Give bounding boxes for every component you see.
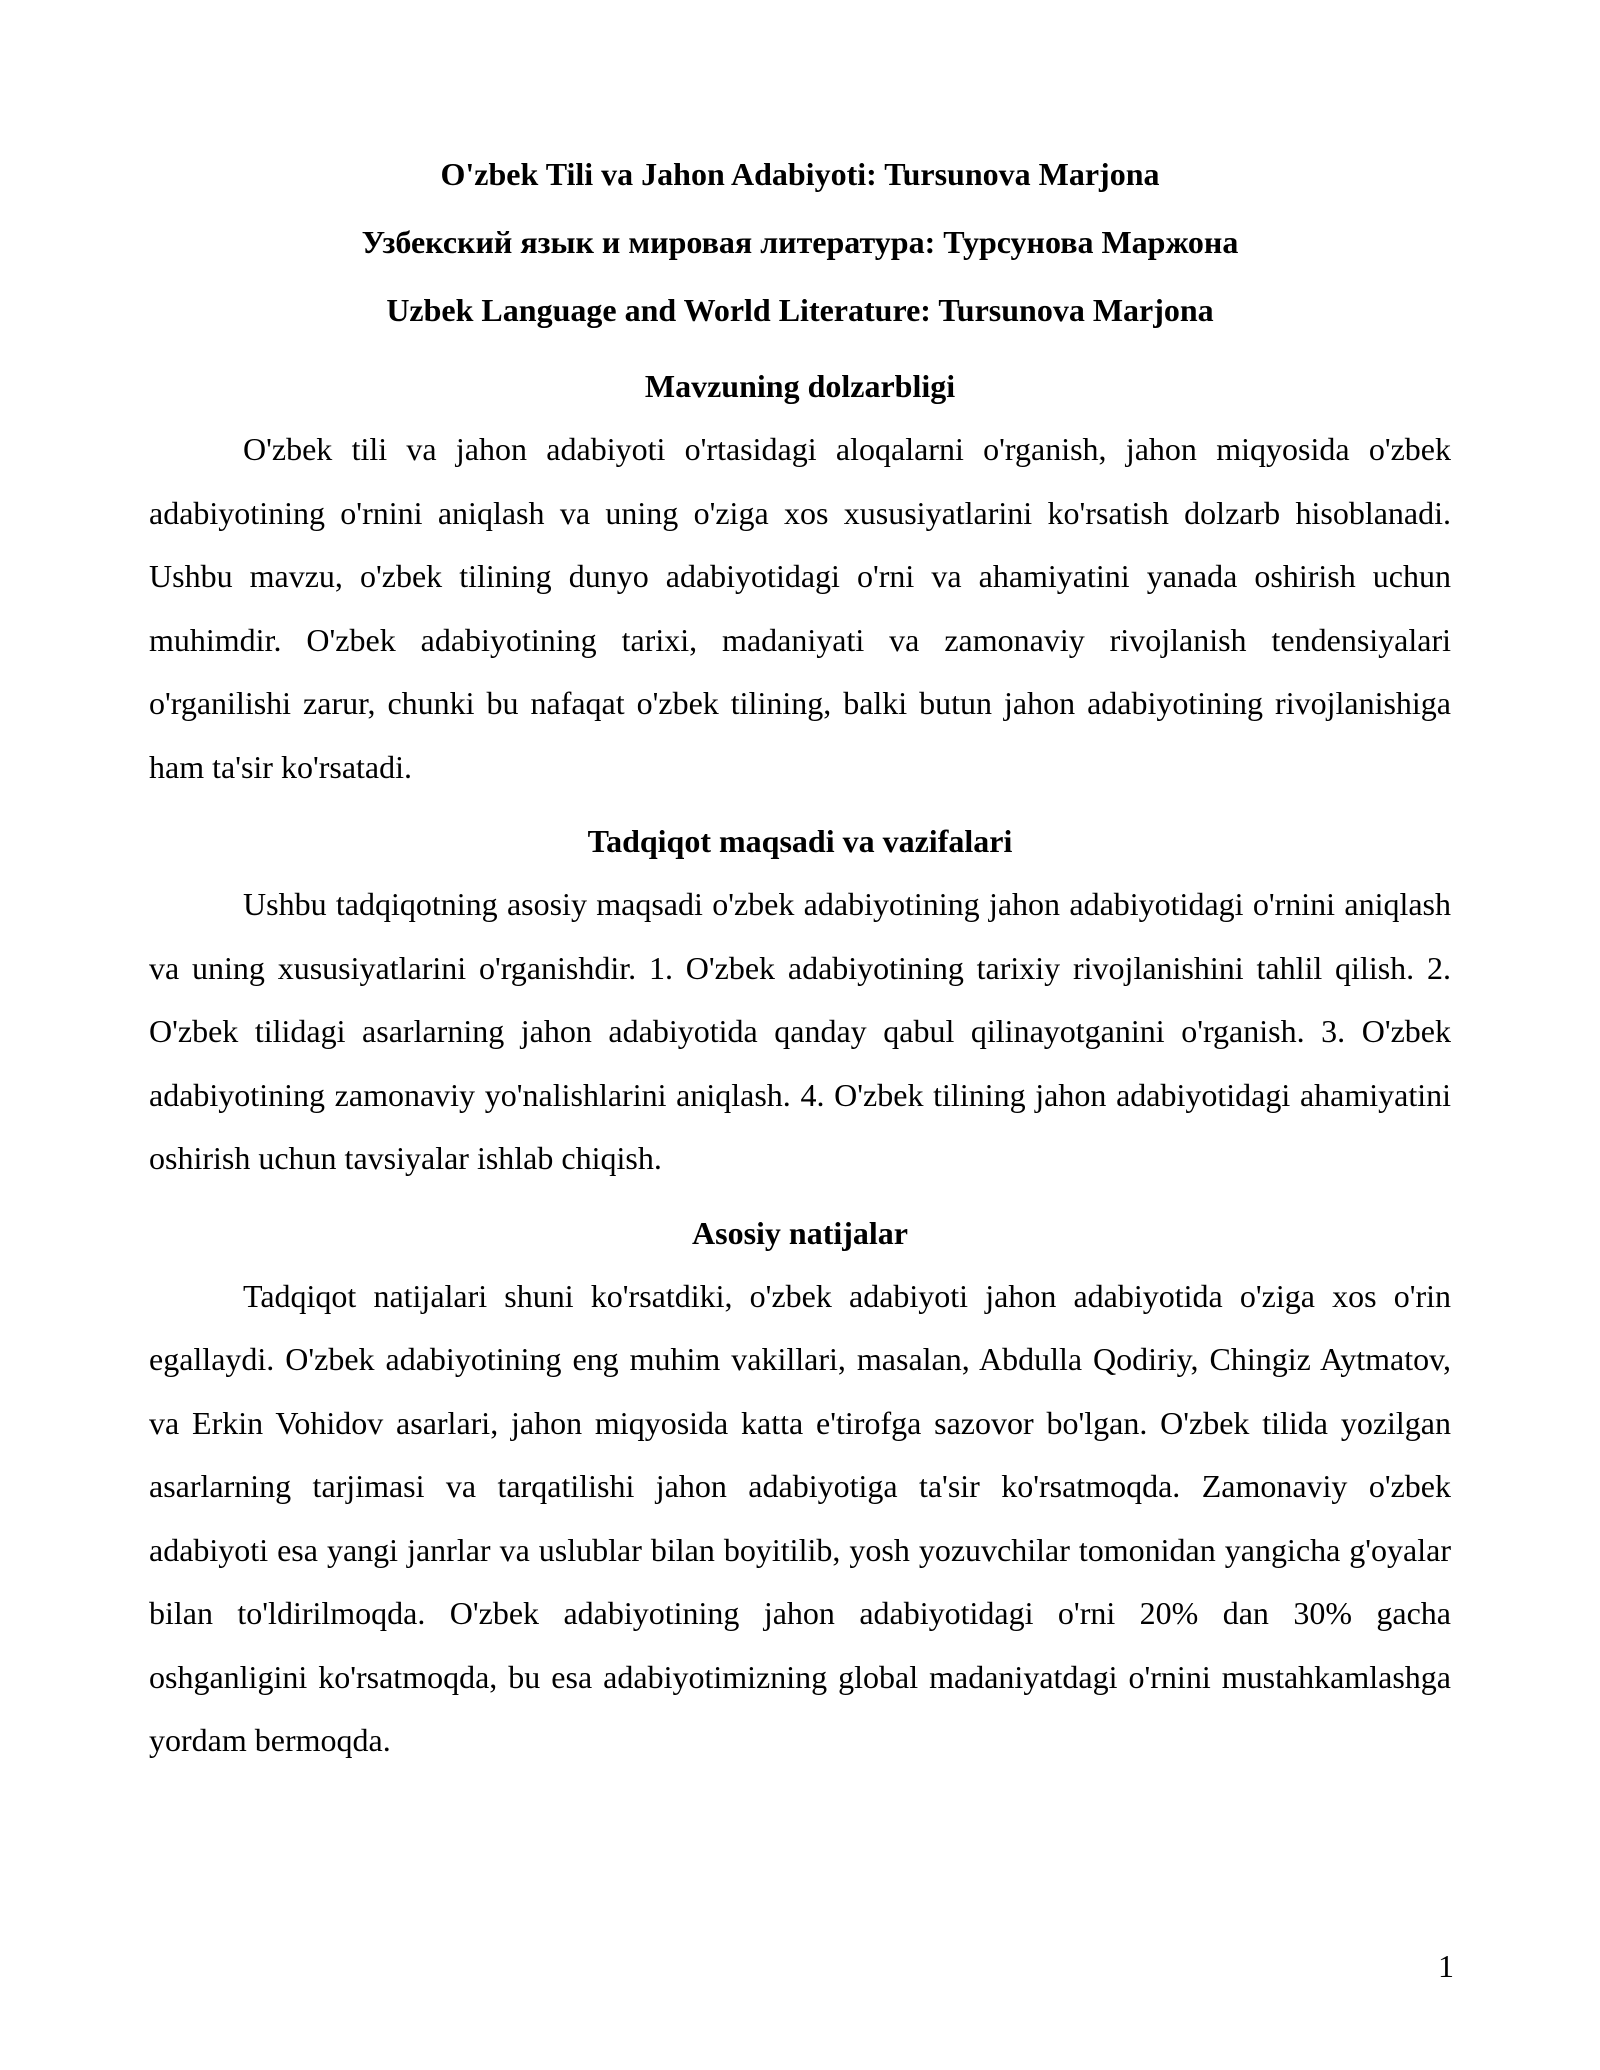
title-block bbox=[149, 140, 1451, 344]
section-heading: Asosiy natijalar bbox=[692, 1214, 908, 1251]
section-paragraph: Ushbu tadqiqotning asosiy maqsadi o'zbek adabiyotining jahon adabiyotidagi o'rnini aniqlash va uning xususiyatlarini o'rganishdir. 1. O'zbek adabiyotining tarixiy rivojlanishini tahlil qilish. 2. O'zbek tilidagi asarlarning jahon adabiyotida qanday qabul qilinayotganini o'rganish. 3. O'zbek adabiyotining zamonaviy yo'nalishlarini aniqlash. 4. O'zbek tilining jahon adabiyotidagi ahamiyatini oshirish uchun tavsiyalar ishlab chiqish. bbox=[149, 886, 1451, 1176]
title-russian: Узбекский язык и мировая литература: Турсунова Маржона bbox=[361, 224, 1239, 260]
title-uzbek: O'zbek Tili va Jahon Adabiyoti: Tursunova Marjona bbox=[440, 156, 1160, 192]
section-heading: Mavzuning dolzarbligi bbox=[644, 368, 956, 404]
section-results bbox=[149, 1201, 1451, 1773]
page-number: 1 bbox=[1438, 1948, 1454, 1984]
section-paragraph: O'zbek tili va jahon adabiyoti o'rtasidagi aloqalarni o'rganish, jahon miqyosida o'zbek adabiyotining o'rnini aniqlash va uning o'ziga xos xususiyatlarini ko'rsatish dolzarb hisoblanadi. Ushbu mavzu, o'zbek tilining dunyo adabiyotidagi o'rni va ahamiyatini yanada oshirish uchun muhimdir. O'zbek adabiyotining tarixi, madaniyati va zamonaviy rivojlanish tendensiyalari o'rganilishi zarur, chunki bu nafaqat o'zbek tilining, balki butun jahon adabiyotining rivojlanishiga ham ta'sir ko'rsatadi. bbox=[149, 431, 1451, 785]
section-goals bbox=[149, 809, 1451, 1191]
section-paragraph: Tadqiqot natijalari shuni ko'rsatdiki, o'zbek adabiyoti jahon adabiyotida o'ziga xos o'rin egallaydi. O'zbek adabiyotining eng muhim vakillari, masalan, Abdulla Qodiriy, Chingiz Aytmatov, va Erkin Vohidov asarlari, jahon miqyosida katta e'tirofga sazovor bo'lgan. O'zbek tilida yozilgan asarlarning tarjimasi va tarqatilishi jahon adabiyotiga ta'sir ko'rsatmoqda. Zamonaviy o'zbek adabiyoti esa yangi janrlar va uslublar bilan boyitilib, yosh yozuvchilar tomonidan yangicha g'oyalar bilan to'ldirilmoqda. O'zbek adabiyotining jahon adabiyotidagi o'rni 20% dan 30% gacha oshganligini ko'rsatmoqda, bu esa adabiyotimizning global madaniyatdagi o'rnini mustahkamlashga yordam bermoqda. bbox=[149, 1277, 1451, 1758]
section-heading: Tadqiqot maqsadi va vazifalari bbox=[587, 823, 1013, 859]
title-english: Uzbek Language and World Literature: Tursunova Marjona bbox=[386, 292, 1214, 328]
section-relevance bbox=[149, 354, 1451, 799]
document-body bbox=[149, 140, 1451, 1773]
